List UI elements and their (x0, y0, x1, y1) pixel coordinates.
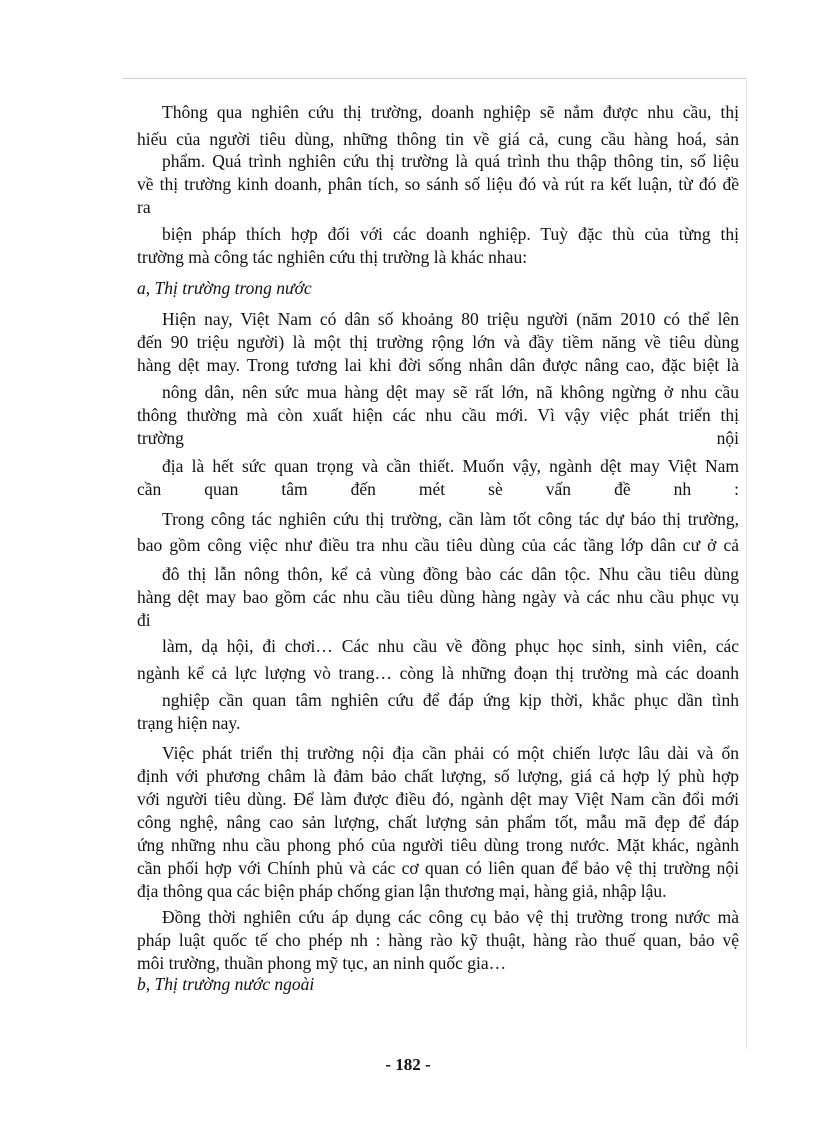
text-line: địa là hết sức quan trọng và cần thiết. Muốn vậy, ngành dệt may Việt Nam (162, 456, 739, 476)
paragraph-1 (137, 101, 739, 151)
text-line: với người tiêu dùng. Để làm được điều đó, ngành dệt may Việt Nam cần đổi mới (137, 789, 739, 809)
paragraph-6 (137, 381, 739, 450)
text-line: công nghệ, nâng cao sản lượng, chất lượng sản phẩm tốt, mẫu mã đẹp để đáp (137, 812, 739, 832)
text-line: a, Thị trường trong nước (137, 278, 312, 298)
text-line: đến 90 triệu người) là một thị trường rộng lớn và đầy tiềm năng về tiêu dùng (137, 332, 739, 352)
text-line: trạng hiện nay. (137, 713, 241, 733)
text-line: Đồng thời nghiên cứu áp dụng các công cụ bảo vệ thị trường trong nước mà (162, 907, 739, 927)
text-line: Thông qua nghiên cứu thị trường, doanh nghiệp sẽ nắm được nhu cầu, thị (162, 102, 739, 122)
text-line: pháp luật quốc tế cho phép nh : hàng rào kỹ thuật, hàng rào thuế quan, bảo vệ (137, 930, 739, 950)
text-line: ngành kể cả lực lượng vò trang… còng là những đoạn thị trường mà các doanh (137, 663, 739, 683)
text-line: cần phối hợp với Chính phủ và các cơ quan có liên quan để bảo vệ thị trường nội (137, 858, 739, 878)
section-heading-a (137, 277, 739, 300)
text-line: hàng dệt may bao gồm các nhu cầu tiêu dùng hàng ngày và các nhu cầu phục vụ (137, 587, 739, 607)
text-line: môi trường, thuần phong mỹ tục, an ninh quốc gia… (137, 953, 507, 973)
text-line: Hiện nay, Việt Nam có dân số khoảng 80 triệu người (năm 2010 có thể lên (162, 309, 739, 329)
paragraph-5 (137, 308, 739, 377)
paragraph-2 (137, 150, 739, 219)
text-line: ra (137, 197, 151, 217)
text-line: nông dân, nên sức mua hàng dệt may sẽ rất lớn, nã không ngừng ở nhu cầu (162, 382, 739, 402)
paragraph-10 (137, 635, 739, 685)
paragraph-12 (137, 742, 739, 903)
text-line: cần quan tâm đến mét sè vấn đề nh : (137, 479, 739, 499)
text-line: về thị trường kinh doanh, phân tích, so sánh số liệu đó và rút ra kết luận, từ đó đề (137, 174, 739, 194)
text-line: hàng dệt may. Trong tương lai khi đời sống nhân dân được nâng cao, đặc biệt là (137, 355, 739, 375)
text-line: phẩm. Quá trình nghiên cứu thị trường là quá trình thu thập thông tin, số liệu (162, 151, 739, 171)
text-line: địa thông qua các biện pháp chống gian lận thương mại, hàng giả, nhập lậu. (137, 881, 667, 901)
text-line: định với phương châm là đảm bảo chất lượng, số lượng, giá cả hợp lý phù hợp (137, 766, 739, 786)
text-line: đô thị lẫn nông thôn, kể cả vùng đồng bào các dân tộc. Nhu cầu tiêu dùng (162, 564, 739, 584)
text-line: biện pháp thích hợp đối với các doanh nghiệp. Tuỳ đặc thù của từng thị (162, 224, 739, 244)
text-line: trường nội (137, 428, 739, 448)
paragraph-7 (137, 455, 739, 501)
section-heading-b (137, 973, 739, 996)
text-line: nghiệp cần quan tâm nghiên cứu để đáp ứng kịp thời, khắc phục dần tình (162, 690, 739, 710)
page-number: - 182 - (385, 1055, 431, 1074)
text-line: thông thường mà còn xuất hiện các nhu cầu mới. Vì vậy việc phát triển thị (137, 405, 739, 425)
paragraph-8 (137, 508, 739, 557)
text-line: làm, dạ hội, đi chơi… Các nhu cầu về đồng phục học sinh, sinh viên, các (162, 636, 739, 656)
text-line: trường mà công tác nghiên cứu thị trường là khác nhau: (137, 247, 528, 267)
paragraph-13 (137, 906, 739, 975)
paragraph-3 (137, 223, 739, 269)
text-line: đi (137, 610, 151, 630)
text-line: bao gồm công việc như điều tra nhu cầu tiêu dùng của các tầng lớp dân cư ở cả (137, 535, 739, 555)
paragraph-11 (137, 689, 739, 735)
text-line: b, Thị trường nước ngoài (137, 974, 315, 994)
text-line: Việc phát triển thị trường nội địa cần phải có một chiến lược lâu dài và ổn (162, 743, 739, 763)
text-line: ứng những nhu cầu phong phó của người tiêu dùng trong nước. Mặt khác, ngành (137, 835, 739, 855)
text-line: Trong công tác nghiên cứu thị trường, cần làm tốt công tác dự báo thị trường, (162, 509, 739, 529)
text-line: hiếu của người tiêu dùng, những thông tin về giá cả, cung cầu hàng hoá, sản (137, 129, 739, 149)
paragraph-9 (137, 563, 739, 632)
